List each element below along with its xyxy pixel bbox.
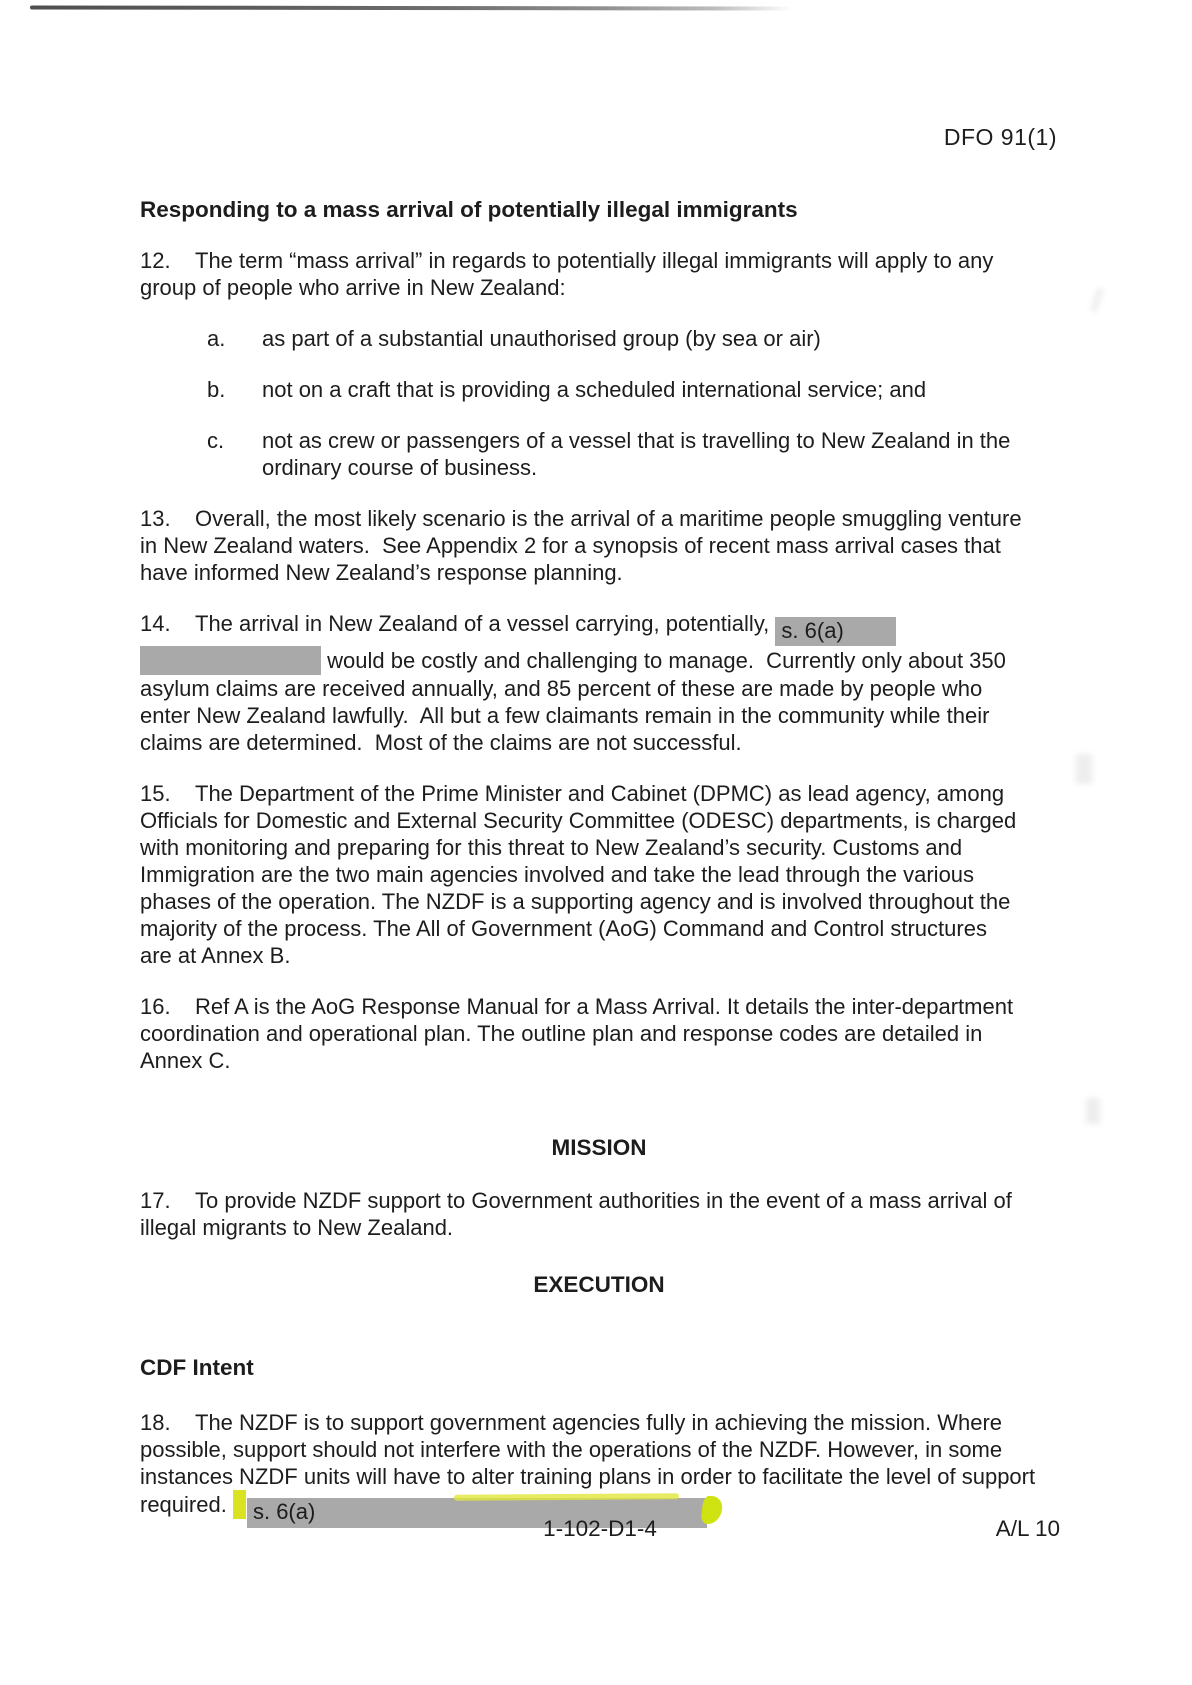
scan-smudge xyxy=(1086,1098,1100,1124)
paragraph-17 xyxy=(140,1187,1024,1241)
paragraph-18 xyxy=(140,1409,1046,1528)
paragraph-text: The Department of the Prime Minister and Cabinet (DPMC) as lead agency, among Officials for Domestic and External Security Committee (ODESC) departments, is charged with monitoring and preparing for this threat to New Zealand’s security. Customs and Immigration are the two main agencies involved and take the lead through the various phases of the operation. The NZDF is a supporting agency and is involved throughout the majority of the process. The All of Government (AoG) Command and Control structures are at Annex B. xyxy=(140,781,1023,968)
redaction-s6a: s. 6(a) xyxy=(247,1498,707,1528)
paragraph-text: The NZDF is to support government agencies fully in achieving the mission. Where possible, support should not interfere with the operations of the NZDF. However, in some instances NZDF units will have to alter training plans in order to facilitate the level of support required. xyxy=(140,1410,1042,1517)
redaction-s6a: s. 6(a) xyxy=(775,617,896,646)
paragraph-text: Ref A is the AoG Response Manual for a Mass Arrival. It details the inter-department coordination and operational plan. The outline plan and response codes are detailed in Annex C. xyxy=(140,994,1020,1073)
paragraph-number: 17. xyxy=(140,1188,171,1213)
mission-heading: MISSION xyxy=(551,1135,647,1160)
scan-smudge xyxy=(1076,754,1092,784)
list-item-text: not on a craft that is providing a scheduled international service; and xyxy=(262,377,927,402)
list-item-label: b. xyxy=(207,377,226,402)
paragraph-13 xyxy=(140,505,1028,586)
highlighter-mark xyxy=(233,1490,246,1519)
scan-smudge xyxy=(1090,288,1103,313)
paragraph-number: 16. xyxy=(140,994,171,1019)
paragraph-15 xyxy=(140,780,1024,969)
section-heading: Responding to a mass arrival of potentially illegal immigrants xyxy=(140,197,798,222)
list-item-text: not as crew or passengers of a vessel that is travelling to New Zealand in the ordinary course of business. xyxy=(262,428,1017,480)
list-item-b xyxy=(207,376,1024,403)
paragraph-14 xyxy=(140,610,1024,756)
list-item-c xyxy=(207,427,1024,481)
paragraph-number: 14. xyxy=(140,611,171,636)
page-number: 1-102-D1-4 xyxy=(543,1516,657,1541)
execution-heading: EXECUTION xyxy=(533,1272,665,1297)
cdf-intent-heading: CDF Intent xyxy=(140,1355,254,1380)
list-item-text: as part of a substantial unauthorised group (by sea or air) xyxy=(262,326,821,351)
amendment-list-ref: A/L 10 xyxy=(995,1516,1060,1541)
paragraph-number: 12. xyxy=(140,248,171,273)
redaction-blank xyxy=(140,646,321,675)
list-item-label: c. xyxy=(207,428,225,453)
paragraph-number: 13. xyxy=(140,506,171,531)
page-footer xyxy=(140,1516,1060,1542)
paragraph-text: The term “mass arrival” in regards to potentially illegal immigrants will apply to any group of people who arrive in New Zealand: xyxy=(140,248,1000,300)
paragraph-number: 18. xyxy=(140,1410,171,1435)
list-item-a xyxy=(207,325,1024,352)
paragraph-number: 15. xyxy=(140,781,171,806)
paragraph-text: would be costly and challenging to manage. Currently only about 350 asylum claims are received annually, and 85 percent of these are made by people who enter New Zealand lawfully. All but a few claimants remain in the community while their claims are determined. Most of the claims are not successful. xyxy=(140,648,1013,755)
doc-reference: DFO 91(1) xyxy=(943,124,1057,150)
paragraph-16 xyxy=(140,993,1024,1074)
paragraph-12 xyxy=(140,247,1024,301)
scan-artifact-line xyxy=(30,5,792,10)
paragraph-text: The arrival in New Zealand of a vessel carrying, potentially, xyxy=(195,611,776,636)
list-item-label: a. xyxy=(207,326,226,351)
paragraph-text: Overall, the most likely scenario is the arrival of a maritime people smuggling venture in New Zealand waters. See Appendix 2 for a synopsis of recent mass arrival cases that have informed New Zealand’s response planning. xyxy=(140,506,1028,585)
paragraph-text: To provide NZDF support to Government authorities in the event of a mass arrival of illegal migrants to New Zealand. xyxy=(140,1188,1018,1240)
